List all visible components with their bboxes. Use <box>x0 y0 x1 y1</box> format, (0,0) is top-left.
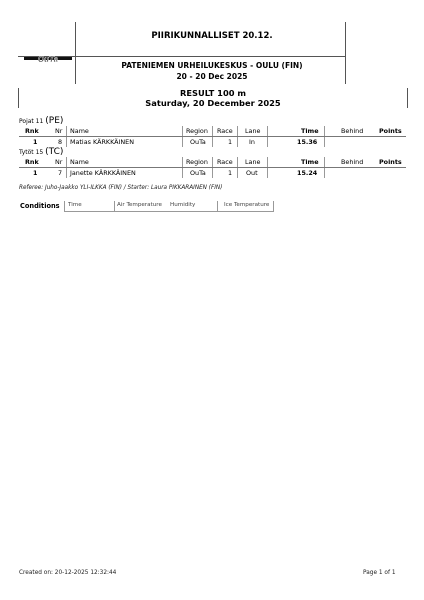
category-label: Pojat 11 <box>19 118 44 125</box>
table-row <box>19 168 406 178</box>
region-cell: OuTa <box>190 138 206 146</box>
region-cell: OuTa <box>190 169 206 177</box>
time-cell: 15.36 <box>297 138 318 146</box>
time-cell: 15.24 <box>297 169 318 177</box>
col-time: Time <box>301 158 319 166</box>
category-heading <box>19 147 63 157</box>
logo-text: OuTa <box>37 55 59 64</box>
col-lane: Lane <box>245 158 261 166</box>
race-cell: 1 <box>228 138 233 146</box>
athlete-name-cell: Janette KÄRKKÄINEN <box>70 169 136 177</box>
col-lane: Lane <box>245 127 261 135</box>
event-dates: 20 - 20 Dec 2025 <box>176 72 248 81</box>
bib-cell: 8 <box>58 138 63 146</box>
col-nr: Nr <box>55 158 63 166</box>
col-region: Region <box>186 158 208 166</box>
rank-cell: 1 <box>33 138 38 146</box>
race-cell: 1 <box>228 169 233 177</box>
conditions-ice-temp: Ice Temperature <box>224 202 270 208</box>
result-date: Saturday, 20 December 2025 <box>145 98 281 108</box>
header-divider <box>75 22 76 84</box>
table-row <box>19 137 406 147</box>
venue-name: PATENIEMEN URHEILUKESKUS - OULU (FIN) <box>121 61 303 70</box>
conditions-humidity: Humidity <box>170 202 196 208</box>
conditions-label: Conditions <box>20 202 60 210</box>
category-label: Tytöt 15 <box>19 149 44 156</box>
col-race: Race <box>217 158 233 166</box>
athlete-name-cell: Matias KÄRKKÄINEN <box>70 138 135 146</box>
col-points: Points <box>379 127 402 135</box>
col-points: Points <box>379 158 402 166</box>
conditions-time: Time <box>68 202 82 208</box>
conditions-air-temp: Air Temperature <box>117 202 162 208</box>
table-header-row <box>19 126 406 137</box>
col-behind: Behind <box>341 127 364 135</box>
report-header <box>18 22 406 84</box>
bib-cell: 7 <box>58 169 63 177</box>
category-heading <box>19 116 63 126</box>
event-title: PIIRIKUNNALLISET 20.12. <box>151 31 273 41</box>
col-region: Region <box>186 127 208 135</box>
col-name: Name <box>70 127 89 135</box>
header-rule <box>75 56 345 57</box>
category-code: (PE) <box>45 116 64 126</box>
lane-cell: Out <box>246 169 258 177</box>
lane-cell: In <box>249 138 255 146</box>
col-name: Name <box>70 158 89 166</box>
col-behind: Behind <box>341 158 364 166</box>
club-logo <box>24 49 72 64</box>
result-heading <box>18 88 408 108</box>
created-timestamp: Created on: 20-12-2025 12:32:44 <box>19 570 117 576</box>
table-header-row <box>19 157 406 168</box>
officials-line: Referee: Juho-Jaakko YLI-ILKKA (FIN) / Starter: Laura PIKKARAINEN (FIN) <box>19 185 223 191</box>
col-nr: Nr <box>55 127 63 135</box>
rank-cell: 1 <box>33 169 38 177</box>
col-race: Race <box>217 127 233 135</box>
result-title: RESULT 100 m <box>179 88 247 98</box>
col-time: Time <box>301 127 319 135</box>
col-rank: Rnk <box>25 127 39 135</box>
page-number: Page 1 of 1 <box>363 570 396 576</box>
category-code: (TC) <box>45 147 64 157</box>
col-rank: Rnk <box>25 158 39 166</box>
